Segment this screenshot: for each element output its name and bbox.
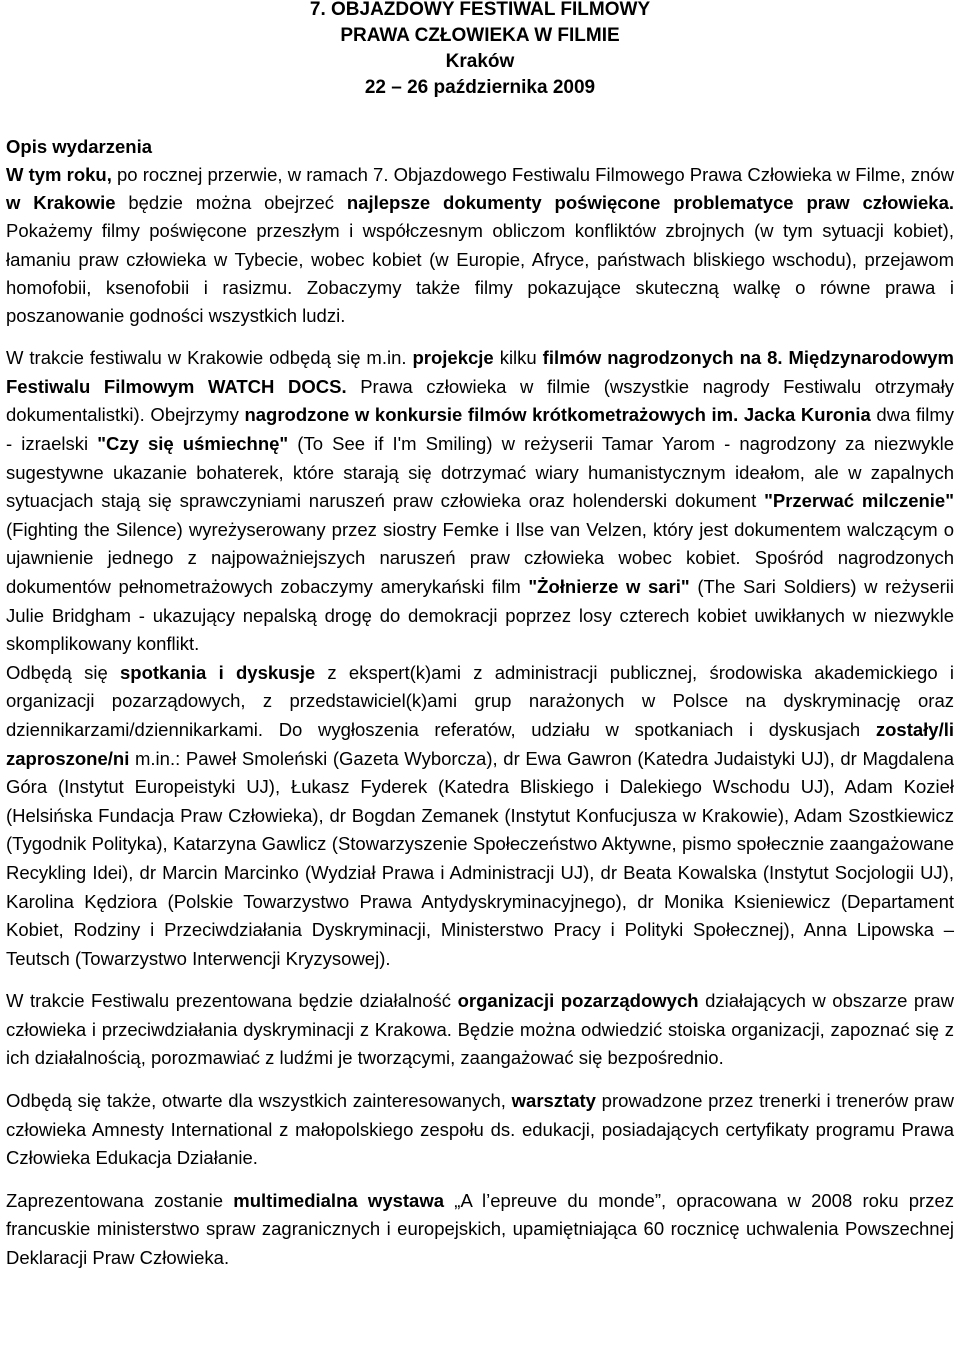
paragraph-intro xyxy=(6,161,954,330)
bold-text: warsztaty xyxy=(511,1090,596,1112)
body-text: prowadzone przez trenerki i trenerów praw człowieka Amnesty International z małopolskiego zespołu ds. edukacji, posiadających certyfikaty programu Prawa Człowieka Edukacja Działanie. xyxy=(6,1090,955,1169)
body-text: Prawa człowieka w filmie (wszystkie nagrody Festiwalu otrzymały dokumentalistki). Obejrzymy xyxy=(6,375,954,426)
body-text: z ekspert(k)ami z administracji publicznej, środowiska akademickiego i organizacji pozarządowych, z przedstawiciel(k)ami grup narażonych w Polsce na dyskryminację oraz dziennikarzami/dziennikarkami. Do wygłoszenia referatów, udziału w spotkaniach i dyskusjach xyxy=(6,661,954,740)
bold-text: filmów nagrodzonych na 8. Międzynarodowym Festiwalu Filmowym WATCH DOCS. xyxy=(6,347,954,397)
bold-text: najlepsze dokumenty poświęcone problematyce praw człowieka. xyxy=(346,192,954,214)
festival-subtitle: PRAWA CZŁOWIEKA W FILMIE xyxy=(340,25,620,46)
body-text: (Fighting the Silence) wyreżyserowany przez siostry Femke i Ilse van Velzen, który jest dokumentem walczącym o ujawnienie jednego z najpoważniejszych naruszeń praw człowieka wobec kobiet. Spośród nagrodzonych dokumentów pełnometrażowych zobaczymy amerykański film xyxy=(6,518,954,597)
bold-text: nagrodzone w konkursie filmów krótkometrażowych im. Jacka Kuronia xyxy=(244,404,871,426)
paragraph-screenings xyxy=(6,344,954,659)
bold-text: spotkania i dyskusje xyxy=(119,661,316,683)
bold-text: multimedialna wystawa xyxy=(233,1189,445,1211)
body-text: W trakcie festiwalu w Krakowie odbędą się m.in. xyxy=(6,347,413,369)
body-text: (The Sari Soldiers) w reżyserii Julie Bridgham - ukazujący nepalską drogę do demokracji poprzez losy czterech kobiet uwikłanych w niezwykle skomplikowany konflikt. xyxy=(6,575,954,655)
document-header xyxy=(6,0,954,101)
bold-text: projekcje xyxy=(412,347,494,369)
body-text: m.in.: Paweł Smoleński (Gazeta Wyborcza), dr Ewa Gawron (Katedra Judaistyki UJ), dr Magdalena Góra (Instytut Europeistyki UJ), Łukasz Fyderek (Katedra Bliskiego i Dalekiego Wschodu UJ), Adam Kozieł (Helsińska Fundacja Praw Człowieka), dr Bogdan Zemanek (Instytut Konfucjusza w Krakowie), Adam Szostkiewicz (Tygodnik Polityka), Katarzyna Gawlicz (Stowarzyszenie Społeczeństwo Aktywne, pismo społecznie zaangażowane Recykling Idei), dr Marcin Marcinko (Wydział Prawa i Administracji UJ), dr Beata Kowalska (Instytut Socjologii UJ), Karolina Kędziora (Polskie Towarzystwo Prawa Antydyskryminacyjnego), dr Monika Ksieniewicz (Departament Kobiet, Rodziny i Przeciwdziałania Dyskryminacji, Ministerstwo Pracy i Polityki Społecznej), Anna Lipowska – Teutsch (Towarzystwo Interwencji Kryzysowej). xyxy=(6,747,954,969)
body-text: po rocznej przerwie, w ramach 7. Objazdowego Festiwalu Filmowego Prawa Człowieka w Filme, znów xyxy=(111,164,954,185)
body-text: Odbędą się także, otwarte dla wszystkich zainteresowanych, xyxy=(6,1090,512,1112)
film-title: "Czy się uśmiechnę" xyxy=(97,433,289,454)
film-title: "Przerwać milczenie" xyxy=(764,490,954,512)
body-text: dwa filmy - izraelski xyxy=(6,404,955,454)
bold-text: organizacji pozarządowych xyxy=(457,990,699,1012)
body-text: działających w obszarze praw człowieka i przeciwdziałania dyskryminacji z Krakowa. Będzie można odwiedzić stoiska organizacji, zapoznać się z ich działalnością, porozmawiać z ludźmi je tworzącymi, zaangażować się bezpośrednio. xyxy=(6,990,955,1069)
bold-text: w Krakowie xyxy=(6,192,116,214)
body-text: będzie można obejrzeć xyxy=(115,192,347,214)
bold-text: W tym roku, xyxy=(6,164,112,185)
film-title: "Żołnierze w sari" xyxy=(528,575,690,597)
body-text: W trakcie Festiwalu prezentowana będzie działalność xyxy=(6,990,458,1012)
festival-city: Kraków xyxy=(445,51,515,72)
body-text: Zaprezentowana zostanie xyxy=(6,1189,234,1211)
body-text: Pokażemy filmy poświęcone przeszłym i współczesnym obliczom konfliktów zbrojnych (w tym sytuacji kobiet), łamaniu praw człowieka w Tybecie, wobec kobiet (w Europie, Afryce, państwach bliskiego wschodu), przejawom homofobii, ksenofobii i rasizmu. Zobaczymy także filmy pokazujące skuteczną walkę o równe prawa i poszanowanie godności wszystkich ludzi. xyxy=(6,220,954,327)
body-text: „A l’epreuve du monde”, opracowana w 2008 roku przez francuskie ministerstwo spraw zagranicznych i europejskich, upamiętniająca 60 rocznicę uchwalenia Powszechnej Deklaracji Praw Człowieka. xyxy=(6,1189,955,1269)
section-title: Opis wydarzenia xyxy=(6,136,152,157)
paragraph-organizations xyxy=(6,987,954,1073)
body-text: kilku xyxy=(493,347,543,369)
body-text: Odbędą się xyxy=(6,661,120,683)
paragraph-exhibition xyxy=(6,1187,954,1273)
bold-text: zostały/li zaproszone/ni xyxy=(6,718,954,769)
paragraph-discussions xyxy=(6,659,954,974)
paragraph-workshops xyxy=(6,1087,954,1173)
body-text: (To See if I'm Smiling) w reżyserii Tamar Yarom - nagrodzony za niezwykle sugestywne ukazanie bohaterek, które starają się dotrzymać wiary humanistycznym ideałom, ale w zapalnych sytuacjach stają się sprawczyniami naruszeń praw człowieka oraz holenderski dokument xyxy=(6,433,954,512)
festival-dates: 22 – 26 października 2009 xyxy=(364,77,596,98)
festival-title: 7. OBJAZDOWY FESTIWAL FILMOWY xyxy=(309,0,651,20)
